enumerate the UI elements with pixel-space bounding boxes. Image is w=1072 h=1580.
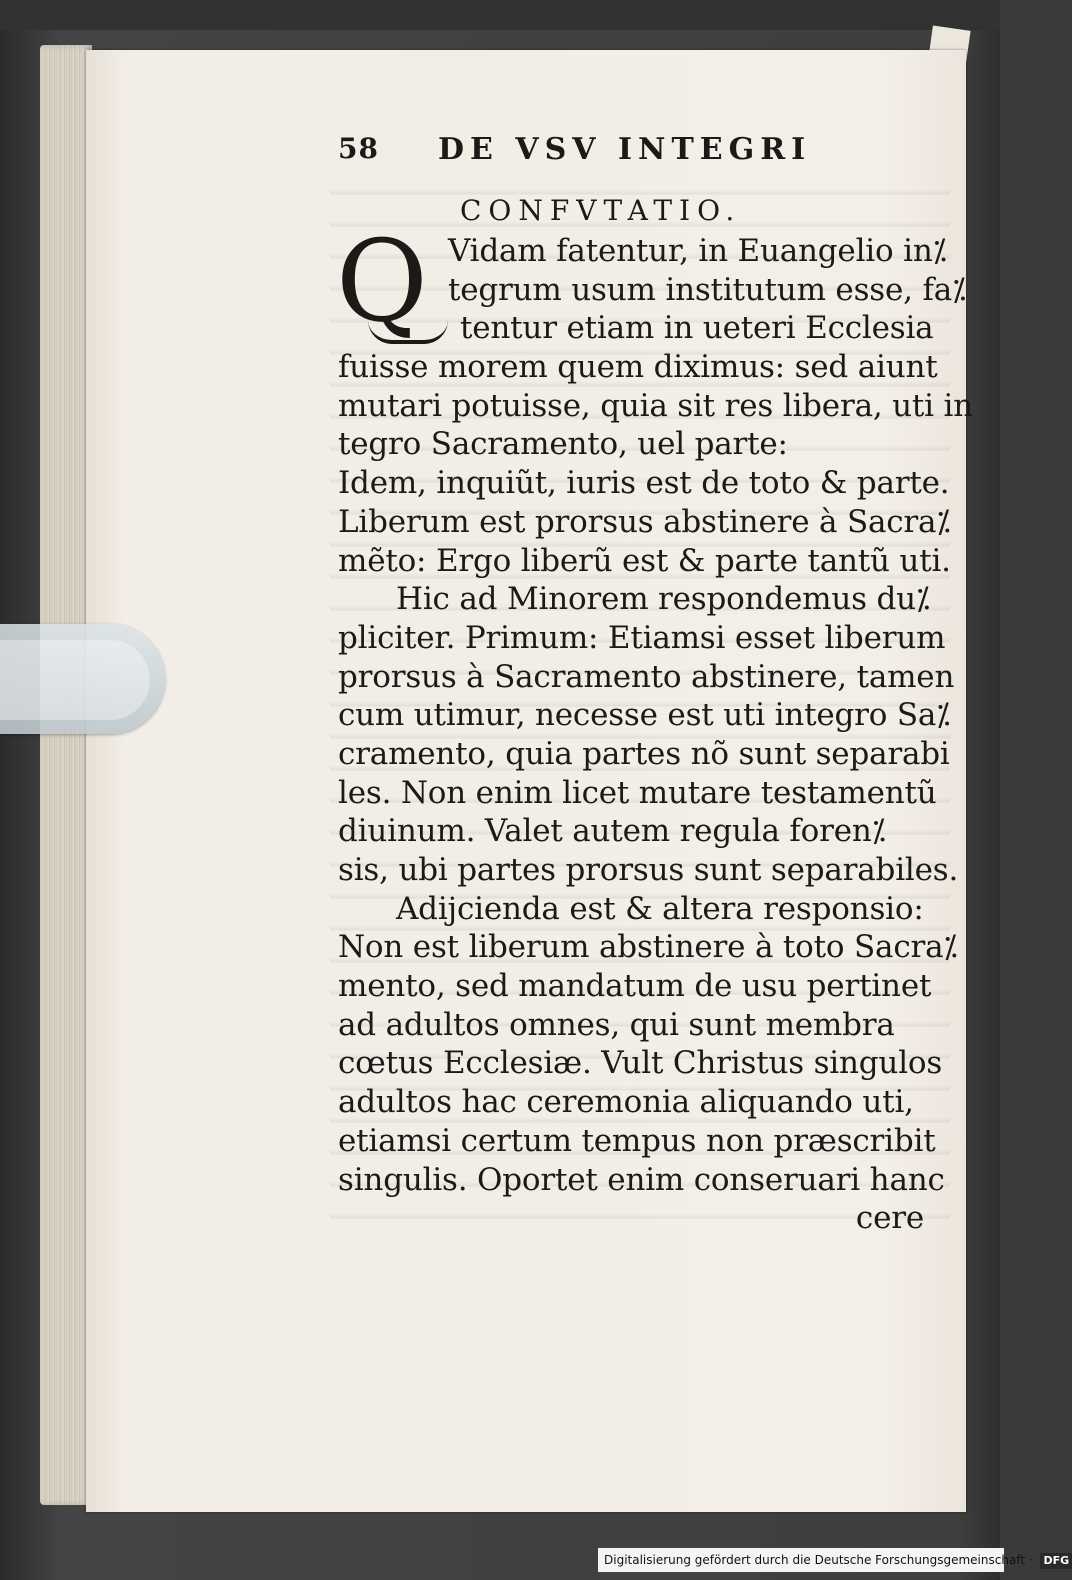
text-line: tentur etiam in ueteri Ecclesia (460, 310, 934, 347)
paragraph-3 (338, 890, 958, 1200)
dfg-logo: DFG (1040, 1553, 1072, 1569)
text-line: Non est liberum abstinere à toto Sacra⁒ (338, 929, 958, 966)
text-line: fuisse morem quem diximus: sed aiunt (338, 349, 938, 386)
paragraph-1 (336, 217, 966, 348)
text-line: Idem, inquiũt, iuris est de toto & parte. (338, 465, 950, 502)
section-title: CONFVTATIO. (460, 194, 742, 227)
text-line: tegro Sacramento, uel parte: (338, 426, 788, 463)
text-line: Adijcienda est & altera responsio: (396, 890, 924, 927)
scanner-top-strip (0, 0, 1000, 30)
text-line: pliciter. Primum: Etiamsi esset liberum (338, 619, 946, 656)
paragraph-2 (338, 580, 959, 890)
text-line: mutari potuisse, quia sit res libera, uti in (338, 387, 974, 424)
drop-cap-flourish (368, 320, 448, 344)
text-line: cœtus Ecclesiæ. Vult Christus singulos (338, 1045, 943, 1082)
text-line: mento, sed mandatum de usu pertinet (338, 968, 932, 1005)
text-line: Vidam fatentur, in Euangelio in⁒ (448, 233, 947, 269)
book-clip-highlight (0, 640, 150, 720)
drop-cap: Q (336, 217, 428, 347)
text-line: etiamsi certum tempus non præscribit (338, 1122, 936, 1159)
text-line: cramento, quia partes nõ sunt separabi (338, 735, 950, 772)
catchword: cere (855, 1200, 924, 1237)
page-number: 58 (338, 132, 379, 165)
text-line: Liberum est prorsus abstinere à Sacra⁒ (338, 503, 951, 540)
credit-text: Digitalisierung gefördert durch die Deutsche Forschungsgemeinschaft · (604, 1553, 1033, 1567)
text-block (336, 128, 974, 1238)
paragraph-1-cont (338, 348, 974, 580)
text-line: adultos hac ceremonia aliquando uti, (338, 1084, 914, 1121)
book-fore-edge (40, 45, 92, 1505)
text-line: sis, ubi partes prorsus sunt separabiles. (338, 852, 959, 888)
text-line: singulis. Oportet enim conseruari hanc (338, 1161, 945, 1198)
text-line: Hic ad Minorem respondemus du⁒ (396, 581, 930, 618)
digitization-credit (598, 1548, 1070, 1572)
text-line: les. Non enim licet mutare testamentũ (338, 774, 937, 811)
text-line: diuinum. Valet autem regula foren⁒ (338, 813, 886, 850)
text-line: tegrum usum institutum esse, fa⁒ (448, 271, 966, 308)
text-line: mẽto: Ergo liberũ est & parte tantũ uti. (338, 542, 951, 579)
running-head-title: DE VSV INTEGRI (438, 132, 812, 167)
text-line: ad adultos omnes, qui sunt membra (338, 1006, 895, 1043)
running-head (338, 128, 938, 178)
text-line: prorsus à Sacramento abstinere, tamen (338, 658, 955, 695)
text-line: cum utimur, necesse est uti integro Sa⁒ (338, 697, 950, 734)
